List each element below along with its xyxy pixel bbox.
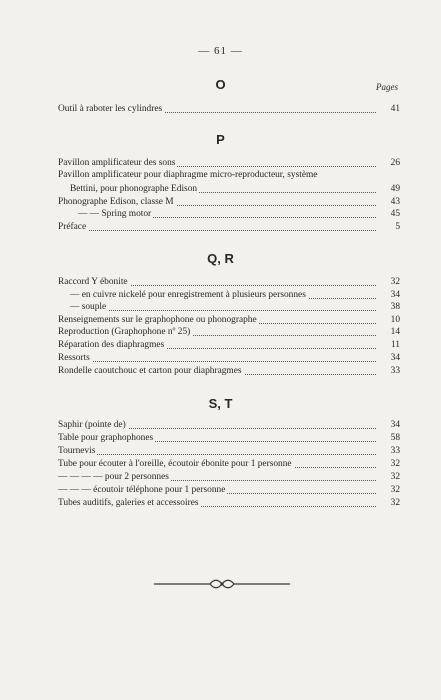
index-entry (70, 301, 400, 313)
entry-text: Tube pour écouter à l'oreille, écoutoir ébonite pour 1 personne (58, 459, 292, 469)
entry-page: 33 (390, 366, 400, 376)
entry-page: 32 (390, 459, 400, 469)
entry-page: 10 (390, 315, 400, 325)
entry-text: — en cuivre nickelé pour enregistrement à plusieurs personnes (70, 290, 306, 300)
entry-text: Saphir (pointe de) (58, 420, 126, 430)
entry-text: Pavillon amplificateur des sons (58, 158, 176, 168)
index-entry (58, 326, 400, 338)
entry-text: Phonographe Edison, classe M (58, 197, 174, 207)
entry-text: Table pour graphophones (58, 433, 154, 443)
ornament-divider (152, 578, 292, 590)
entry-page: 43 (390, 197, 400, 207)
index-entry (58, 276, 400, 288)
index-entry (58, 432, 400, 444)
entry-page: 34 (390, 290, 400, 300)
section-heading-st: S, T (208, 396, 233, 411)
dot-leader (58, 230, 376, 231)
index-entry (58, 365, 400, 377)
index-entry (58, 352, 400, 364)
entry-text: Préface (58, 222, 87, 232)
entry-text: Tubes auditifs, galeries et accessoires (58, 498, 199, 508)
section-heading-qr: Q, R (207, 251, 234, 266)
entry-text: Réparation des diaphragmes (58, 340, 165, 350)
entry-page: 33 (390, 446, 400, 456)
page-number: — 61 — (198, 45, 243, 57)
index-entry (58, 169, 400, 181)
index-entry (70, 289, 400, 301)
entry-page: 41 (390, 104, 400, 114)
section-heading-o: O (215, 77, 226, 92)
index-entry (78, 208, 400, 220)
index-entry (58, 221, 400, 233)
entry-text: — souple (70, 302, 107, 312)
index-entry (58, 484, 400, 496)
index-entry (70, 183, 400, 195)
entry-page: 34 (390, 353, 400, 363)
index-entry (58, 458, 400, 470)
section-heading-p: P (216, 132, 225, 147)
entry-text: Reproduction (Graphophone nº 25) (58, 327, 191, 337)
entry-page: 32 (390, 498, 400, 508)
index-entry (58, 314, 400, 326)
entry-page: 32 (390, 277, 400, 287)
index-entry (58, 419, 400, 431)
entry-text: — — — écoutoir téléphone pour 1 personne (58, 485, 226, 495)
entry-page: 26 (390, 158, 400, 168)
entry-text: Bettini, pour phonographe Edison (70, 184, 198, 194)
entry-page: 45 (390, 209, 400, 219)
entry-text: — — — — pour 2 personnes (58, 472, 169, 482)
index-entry (58, 196, 400, 208)
entry-page: 49 (390, 184, 400, 194)
entry-page: 32 (390, 485, 400, 495)
entry-page: 14 (390, 327, 400, 337)
entry-text: Tournevis (58, 446, 96, 456)
entry-page: 11 (390, 340, 400, 350)
entry-text: Rondelle caoutchouc et carton pour diaphragmes (58, 366, 242, 376)
index-entry (58, 157, 400, 169)
entry-page: 58 (390, 433, 400, 443)
dot-leader (58, 361, 376, 362)
entry-text: — — Spring motor (78, 209, 152, 219)
entry-page: 38 (390, 302, 400, 312)
entry-page: 32 (390, 472, 400, 482)
entry-text: Renseignements sur le graphophone ou phonographe (58, 315, 257, 325)
index-entry (58, 103, 400, 115)
dot-leader (58, 454, 376, 455)
index-entry (58, 471, 400, 483)
entry-text: Outil à raboter les cylindres (58, 104, 163, 114)
index-entry (58, 339, 400, 351)
pages-column-label: Pages (376, 82, 398, 92)
index-entry (58, 497, 400, 509)
entry-text: Pavillon amplificateur pour diaphragme micro-reproducteur, système (58, 170, 318, 180)
index-entry (58, 445, 400, 457)
dot-leader (70, 310, 376, 311)
entry-text: Ressorts (58, 353, 90, 363)
entry-page: 5 (395, 222, 400, 232)
entry-page: 34 (390, 420, 400, 430)
entry-text: Raccord Y ébonite (58, 277, 128, 287)
